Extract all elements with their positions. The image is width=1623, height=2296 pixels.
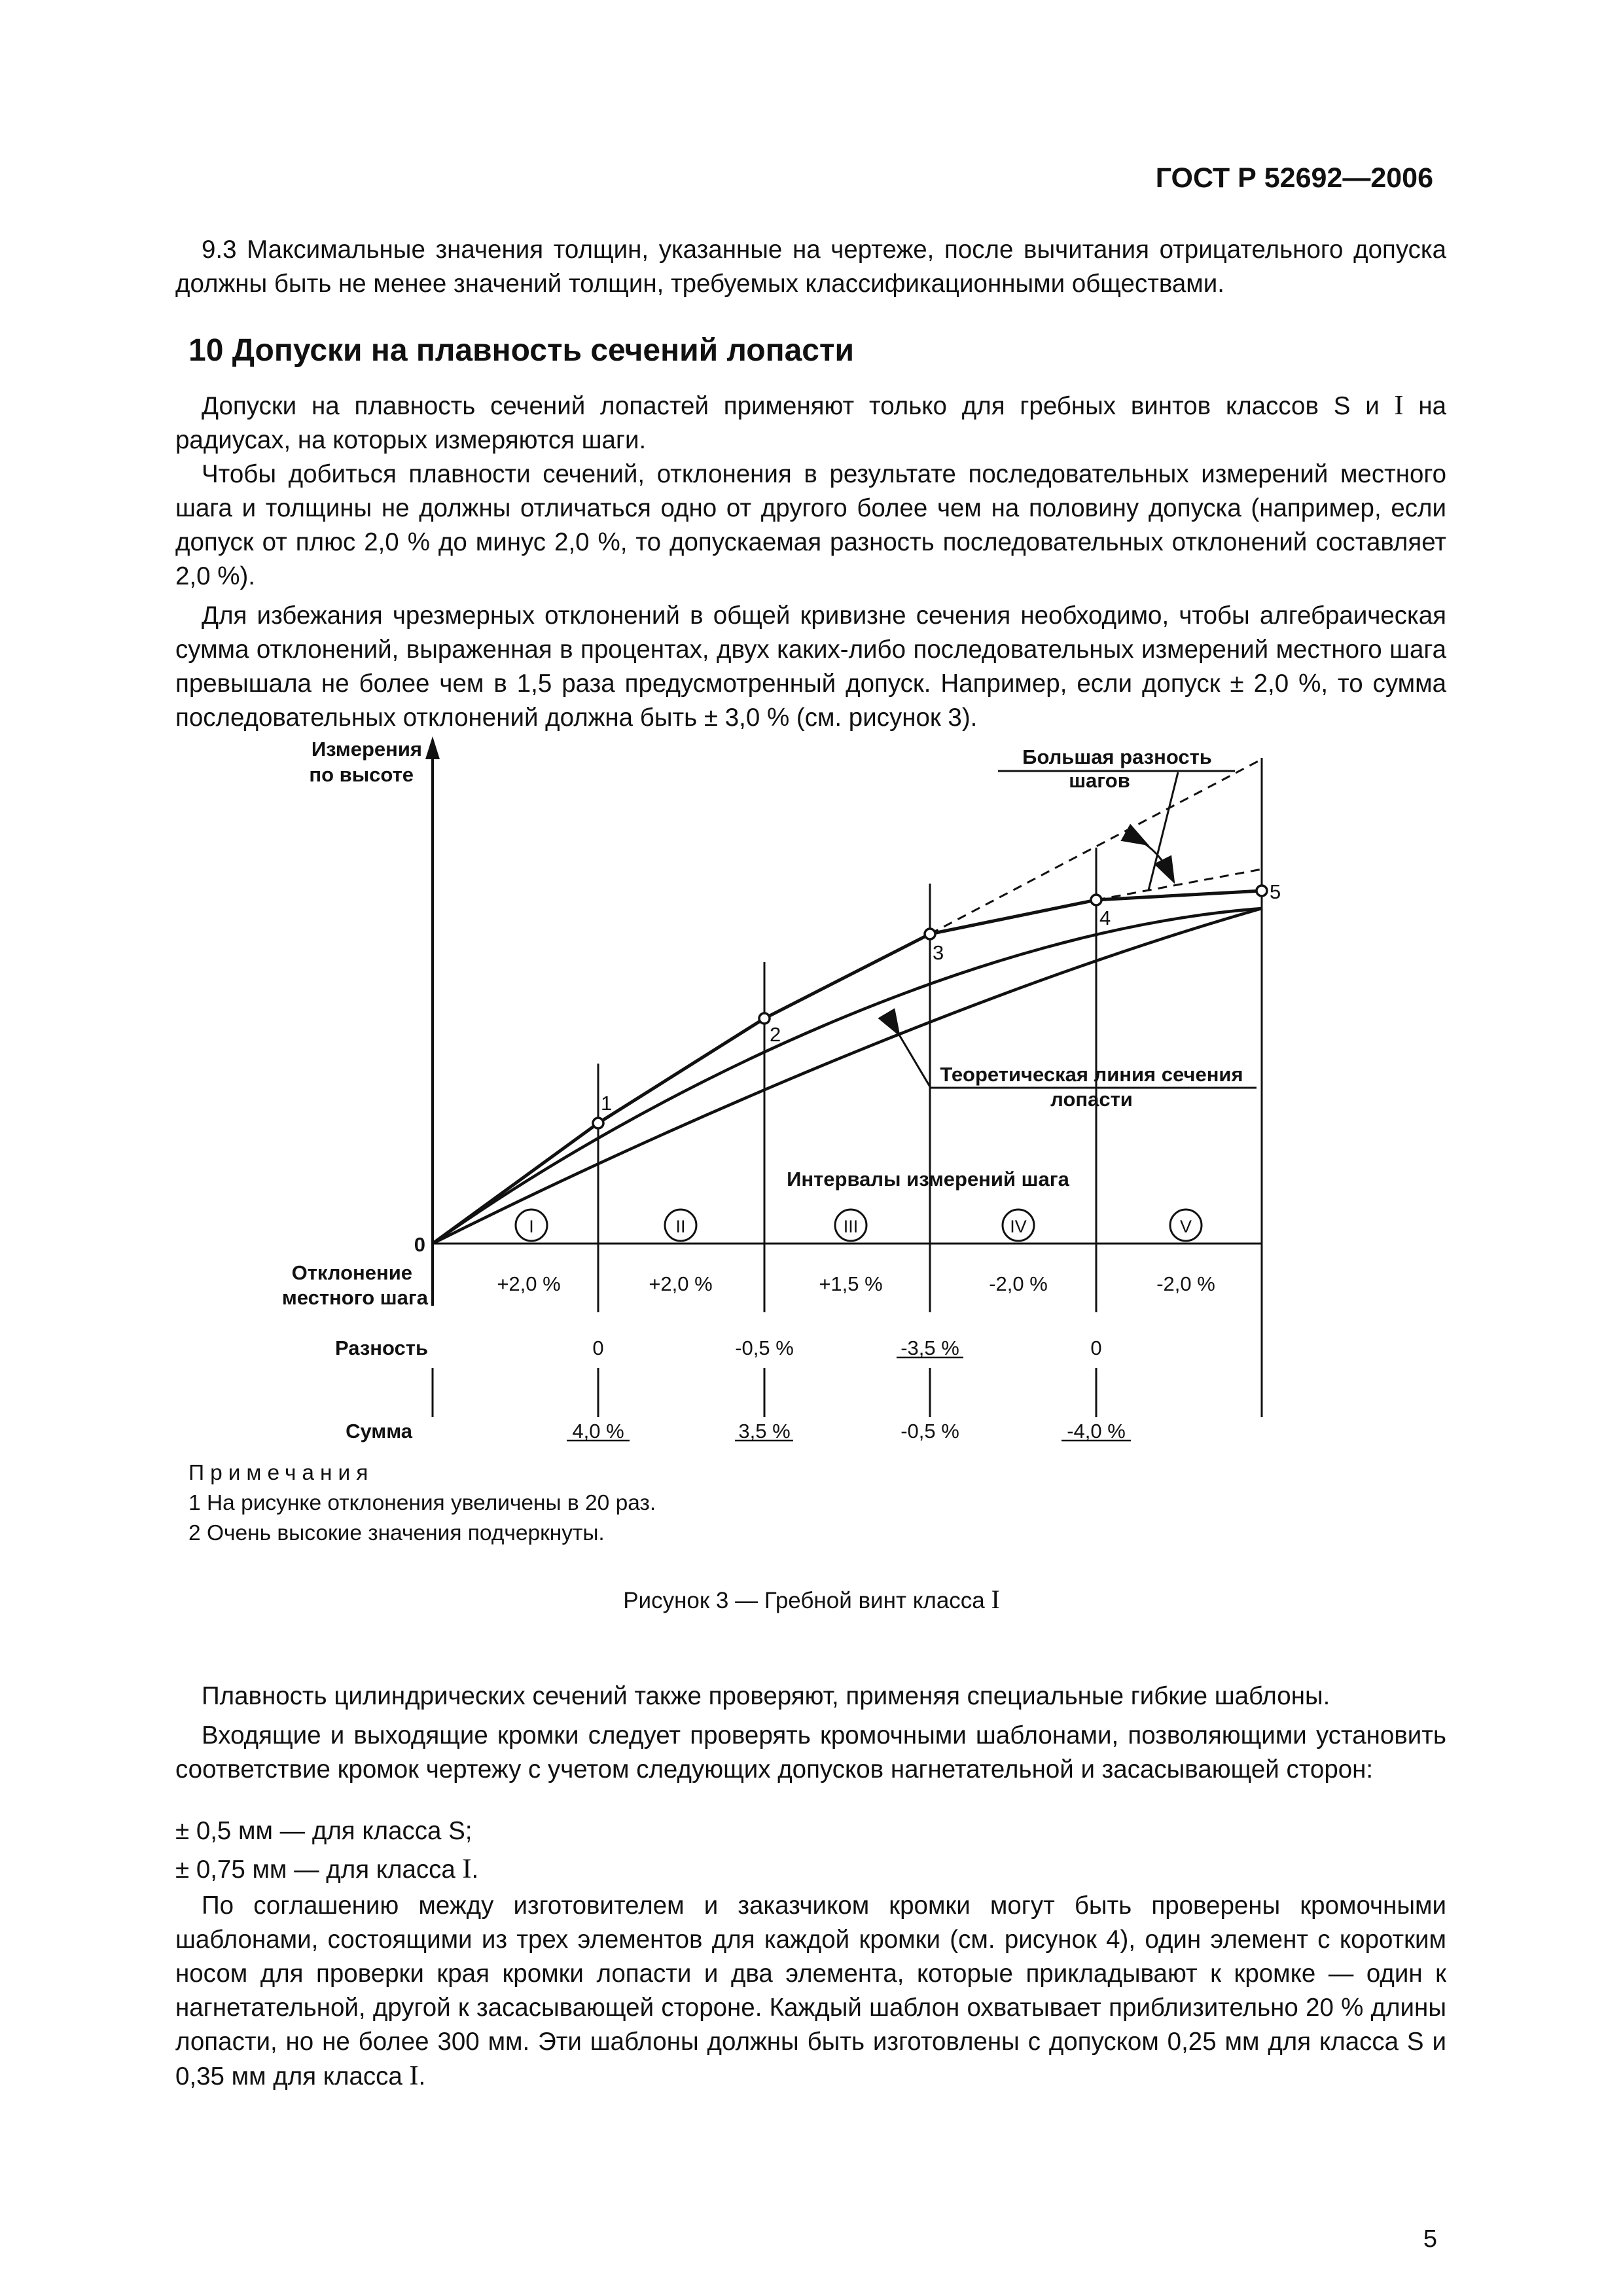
point-3 — [925, 929, 935, 939]
sum-1: 4,0 % — [572, 1420, 624, 1443]
after-figure-text — [175, 1679, 1446, 1787]
page-number: 5 — [1423, 2225, 1437, 2253]
point-label-5: 5 — [1270, 880, 1281, 903]
interval-numeral-5: V — [1179, 1217, 1192, 1236]
figure-caption: Рисунок 3 — Гребной винт класса I — [623, 1585, 1000, 1614]
after-para-3: По соглашению между изготовителем и заказчиком кромки могут быть проверены кромочными шаблонами, состоящими из трех элементов для каждой кромки (см. рисунок 4), один элемент с коротким носом для проверки края кромки лопасти и два элемента, которые прикладывают к кромке — один к нагнетательной, другой к засасывающей стороне. Каждый шаблон охватывает приблизительно 20 % длины лопасти, но не более 300 мм. Эти шаблоны должны быть изготовлены с допуском 0,25 мм для класса S и 0,35 мм для класса I. — [175, 1892, 1446, 2091]
callout-big-difference-2: шагов — [1069, 769, 1130, 792]
interval-numeral-2: II — [675, 1217, 686, 1236]
section-10-para1: Допуски на плавность сечений лопастей применяют только для гребных винтов классов S и I на радиусах, на которых измеряются шаги. — [175, 391, 1446, 454]
deviation-2: +2,0 % — [649, 1272, 713, 1295]
intervals-label: Интервалы измерений шага — [787, 1168, 1069, 1191]
point-label-3: 3 — [933, 941, 944, 964]
point-5 — [1257, 886, 1267, 896]
section-9-3-text: 9.3 Максимальные значения толщин, указанные на чертеже, после вычитания отрицательного допуска должны быть не менее значений толщин, требуемых классификационными обществами. — [175, 236, 1446, 298]
after-para-3-block — [175, 1889, 1446, 2094]
section-10-para3: Для избежания чрезмерных отклонений в общей кривизне сечения необходимо, чтобы алгебраическая сумма отклонений, выраженная в процентах, двух каких-либо последовательных измерений местного шага превышала не более чем в 1,5 раза предусмотренный допуск. Например, если допуск ± 2,0 %, то сумма последовательных отклонений должна быть ± 3,0 % (см. рисунок 3). — [175, 601, 1446, 732]
interval-numeral-1: I — [529, 1217, 534, 1236]
deviation-3: +1,5 % — [819, 1272, 883, 1295]
interval-numeral-3: III — [843, 1217, 859, 1236]
y-axis-arrow — [425, 736, 440, 759]
sum-4: -4,0 % — [1067, 1420, 1126, 1443]
row-deviation-label-1: Отклонение — [291, 1261, 412, 1284]
row-sum-label: Сумма — [346, 1420, 412, 1443]
interval-numeral-4: IV — [1010, 1217, 1027, 1236]
sum-2: 3,5 % — [738, 1420, 791, 1443]
section-10-para2: Чтобы добиться плавности сечений, отклонения в результате последовательных измерений местного шага и толщины не должны отличаться одно от другого более чем на половину допуска (например, если допуск от плюс 2,0 % до минус 2,0 %, то допускаемая разность последовательных отклонений составляет 2,0 %). — [175, 460, 1446, 590]
callout-big-difference-1: Большая разность — [1022, 745, 1212, 768]
point-label-4: 4 — [1099, 906, 1111, 929]
sum-3: -0,5 % — [901, 1420, 959, 1443]
note-1: 1 На рисунке отклонения увеличены в 20 раз. — [188, 1491, 656, 1515]
row-difference-label: Разность — [334, 1336, 428, 1359]
document-id: ГОСТ Р 52692—2006 — [1155, 162, 1433, 194]
notes-title: Примечания — [188, 1461, 374, 1485]
after-para-1: Плавность цилиндрических сечений также проверяют, применяя специальные гибкие шаблоны. — [202, 1682, 1330, 1710]
origin-label: 0 — [414, 1233, 425, 1256]
deviation-1: +2,0 % — [497, 1272, 561, 1295]
y-axis-label-1: Измерения — [311, 738, 422, 761]
difference-2: -0,5 % — [735, 1336, 794, 1359]
row-deviation-label-2: местного шага — [281, 1286, 428, 1309]
callout-theory-2: лопасти — [1050, 1088, 1133, 1111]
point-1 — [593, 1118, 603, 1128]
after-para-2: Входящие и выходящие кромки следует проверять кромочными шаблонами, позволяющими установить соответствие кромок чертежу с учетом следующих допусков нагнетательной и засасывающей сторон: — [175, 1721, 1446, 1784]
point-label-1: 1 — [601, 1092, 613, 1115]
deviation-4: -2,0 % — [989, 1272, 1048, 1295]
y-axis-label-2: по высоте — [309, 763, 414, 786]
difference-3: -3,5 % — [901, 1336, 959, 1359]
difference-4: 0 — [1090, 1336, 1102, 1359]
note-2: 2 Очень высокие значения подчеркнуты. — [188, 1521, 605, 1545]
tolerance-item-s: ± 0,5 мм — для класса S; — [175, 1817, 473, 1845]
figure-notes — [188, 1458, 656, 1549]
deviation-5: -2,0 % — [1156, 1272, 1215, 1295]
point-4 — [1091, 895, 1101, 905]
tolerance-item-i: ± 0,75 мм — для класса I. — [175, 1854, 479, 1884]
section-10-heading: 10 Допуски на плавность сечений лопасти — [188, 333, 854, 368]
point-2 — [759, 1013, 770, 1024]
difference-1: 0 — [592, 1336, 604, 1359]
callout-theory-1: Теоретическая линия сечения — [940, 1063, 1243, 1086]
point-label-2: 2 — [770, 1023, 781, 1046]
